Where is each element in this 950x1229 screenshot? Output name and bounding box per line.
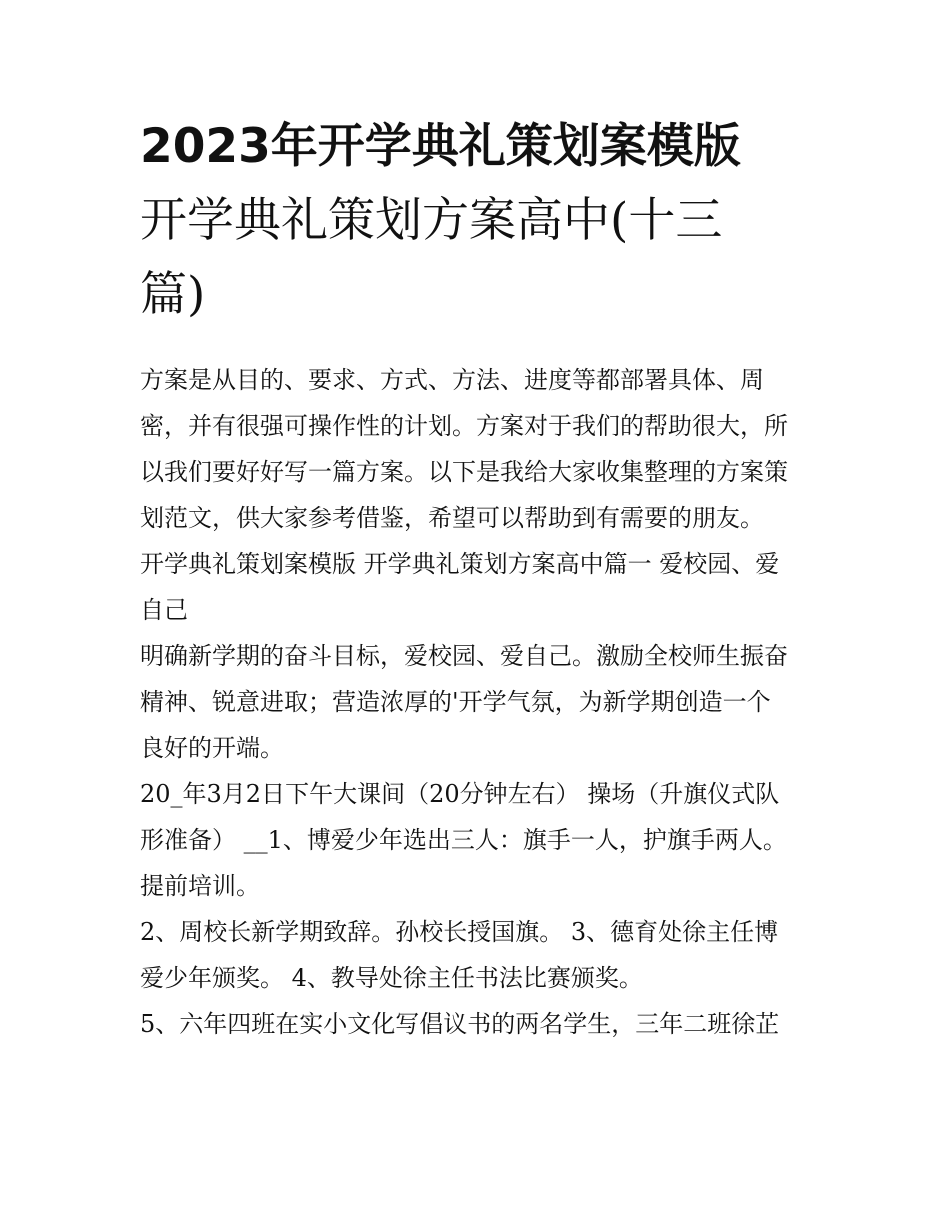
paragraph-line: 形准备） __1、博爱少年选出三人：旗手一人，护旗手两人。 xyxy=(140,826,787,854)
paragraph-item-5 xyxy=(140,1001,820,1047)
paragraph-procedure xyxy=(140,909,820,1001)
title-line-2: 开学典礼策划方案高中(十三 xyxy=(140,193,723,248)
paragraph-line: 密，并有很强可操作性的计划。方案对于我们的帮助很大，所 xyxy=(140,412,788,440)
paragraph-line: 精神、锐意进取；营造浓厚的'开学气氛，为新学期创造一个 xyxy=(140,688,771,716)
paragraph-line: 开学典礼策划案模版 开学典礼策划方案高中篇一 爱校园、爱 xyxy=(140,550,780,578)
paragraph-line: 方案是从目的、要求、方式、方法、进度等都部署具体、周 xyxy=(140,366,764,394)
paragraph-goal xyxy=(140,633,820,771)
title-line-3: 篇) xyxy=(140,267,206,322)
paragraph-line: 自己 xyxy=(140,596,188,624)
paragraph-section-heading xyxy=(140,541,820,633)
paragraph-line: 明确新学期的奋斗目标，爱校园、爱自己。激励全校师生振奋 xyxy=(140,642,788,670)
title-line-1: 2023年开学典礼策划案模版 xyxy=(140,119,741,174)
paragraph-line: 2、周校长新学期致辞。孙校长授国旗。 3、德育处徐主任博 xyxy=(140,918,779,946)
paragraph-line: 以我们要好好写一篇方案。以下是我给大家收集整理的方案策 xyxy=(140,458,788,486)
paragraph-time-place xyxy=(140,771,820,909)
document-body xyxy=(140,357,820,1047)
paragraph-line: 提前培训。 xyxy=(140,872,260,900)
paragraph-line: 20_年3月2日下午大课间（20分钟左右） 操场（升旗仪式队 xyxy=(140,780,780,808)
document-title xyxy=(140,110,840,332)
paragraph-line: 良好的开端。 xyxy=(140,734,284,762)
paragraph-line: 5、六年四班在实小文化写倡议书的两名学生，三年二班徐芷 xyxy=(140,1010,780,1038)
paragraph-line: 划范文，供大家参考借鉴，希望可以帮助到有需要的朋友。 xyxy=(140,504,764,532)
paragraph-intro xyxy=(140,357,820,541)
paragraph-line: 爱少年颁奖。 4、教导处徐主任书法比赛颁奖。 xyxy=(140,964,643,992)
